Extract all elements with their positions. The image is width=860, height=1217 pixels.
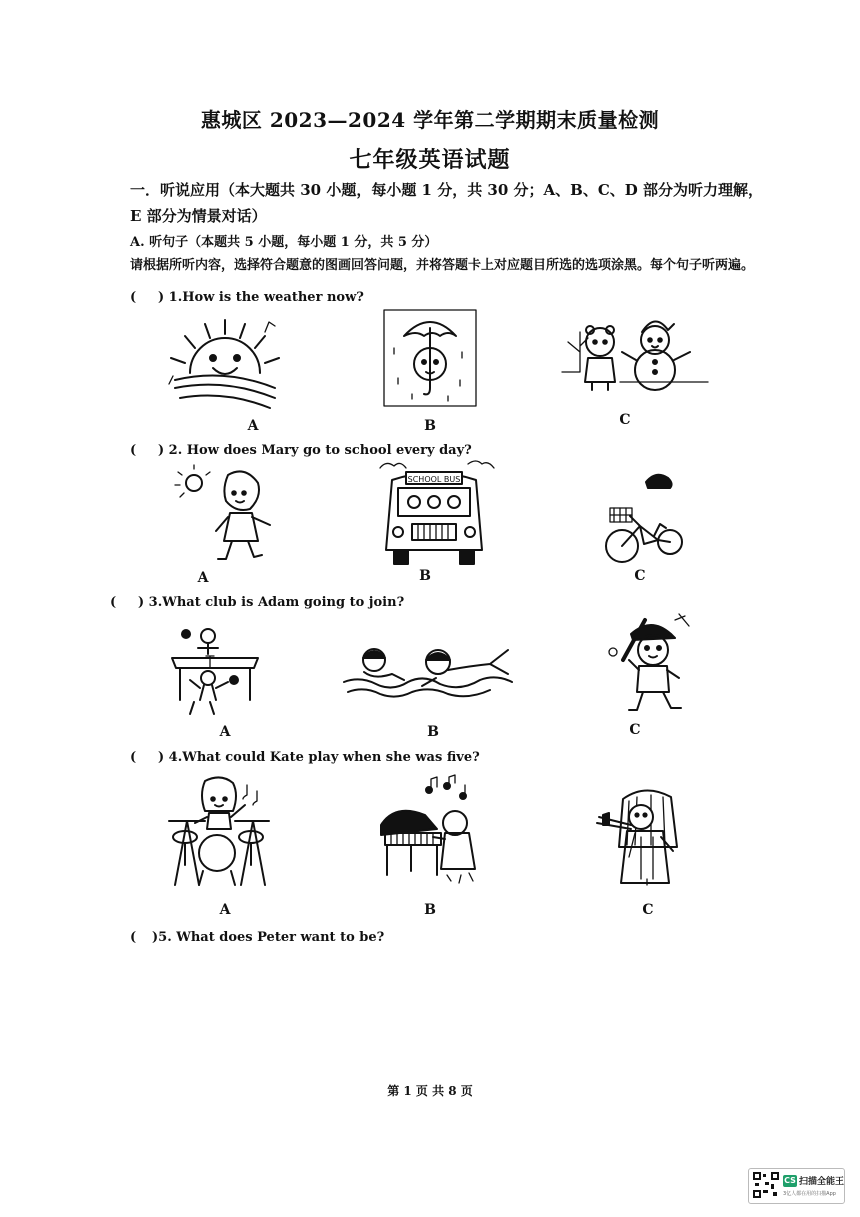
option-label[interactable]: A <box>219 724 231 740</box>
question-text: ) 4.What could Kate play when she was five? <box>158 750 480 765</box>
option-label[interactable]: B <box>427 724 439 740</box>
piano-icon <box>375 775 485 887</box>
qr-code-icon <box>753 1172 779 1198</box>
school-bus-icon <box>372 458 497 573</box>
page-number: 第 1 页 共 8 页 <box>387 1084 473 1098</box>
bus-sign: SCHOOL BUS <box>407 475 461 484</box>
option-label[interactable]: C <box>642 902 654 918</box>
scanner-tagline: 3亿人都在用的扫描App <box>783 1191 836 1197</box>
question-5 <box>130 930 384 945</box>
question-text: ) 3.What club is Adam going to join? <box>138 595 405 610</box>
option-label[interactable]: B <box>424 902 436 918</box>
snowman-icon <box>560 312 710 397</box>
camscanner-logo: CS <box>784 1176 796 1185</box>
question-4 <box>130 750 480 765</box>
answer-paren[interactable]: ( <box>130 750 137 765</box>
exam-subtitle: 七年级英语试题 <box>349 147 511 173</box>
option-label[interactable]: B <box>419 568 431 584</box>
question-text: ) 1.How is the weather now? <box>158 290 364 305</box>
violin-icon <box>595 787 695 887</box>
part-a-heading: A. 听句子（本题共 5 小题，每小题 1 分，共 5 分） <box>130 235 438 250</box>
answer-paren[interactable]: ( <box>130 443 137 458</box>
option-label[interactable]: B <box>424 418 436 434</box>
section-heading: 一．听说应用（本大题共 30 小题，每小题 1 分，共 30 分；A、B、C、D 部分为听力理解，E 部分为情景对话） <box>130 181 764 225</box>
walking-girl-icon <box>170 465 280 565</box>
bicycle-icon <box>600 470 690 565</box>
question-text: ) 2. How does Mary go to school every day? <box>158 443 472 458</box>
sun-icon <box>165 318 285 408</box>
umbrella-icon <box>382 308 478 408</box>
swimming-icon <box>340 640 515 702</box>
option-label[interactable]: A <box>197 570 209 586</box>
ping-pong-icon <box>170 622 260 717</box>
option-label[interactable]: A <box>219 902 231 918</box>
question-text: )5. What does Peter want to be? <box>152 930 385 945</box>
question-3 <box>110 595 404 610</box>
option-label[interactable]: C <box>634 568 646 584</box>
question-2 <box>130 443 472 458</box>
option-label[interactable]: C <box>619 412 631 428</box>
answer-paren[interactable]: ( <box>110 595 117 610</box>
answer-paren[interactable]: ( <box>130 290 137 305</box>
option-label[interactable]: C <box>629 722 641 738</box>
baseball-icon <box>605 612 695 717</box>
scanner-app-name: 扫描全能王 <box>799 1177 845 1187</box>
drums-icon <box>165 775 275 887</box>
answer-paren[interactable]: ( <box>130 930 137 945</box>
exam-title: 惠城区 2023—2024 学年第二学期期末质量检测 <box>200 108 660 132</box>
instruction-text: 请根据所听内容，选择符合题意的图画回答问题，并将答题卡上对应题目所选的选项涂黑。每个句子听两遍。 <box>130 258 755 273</box>
option-label[interactable]: A <box>247 418 259 434</box>
scanner-watermark <box>748 1168 845 1204</box>
question-1 <box>130 290 364 305</box>
